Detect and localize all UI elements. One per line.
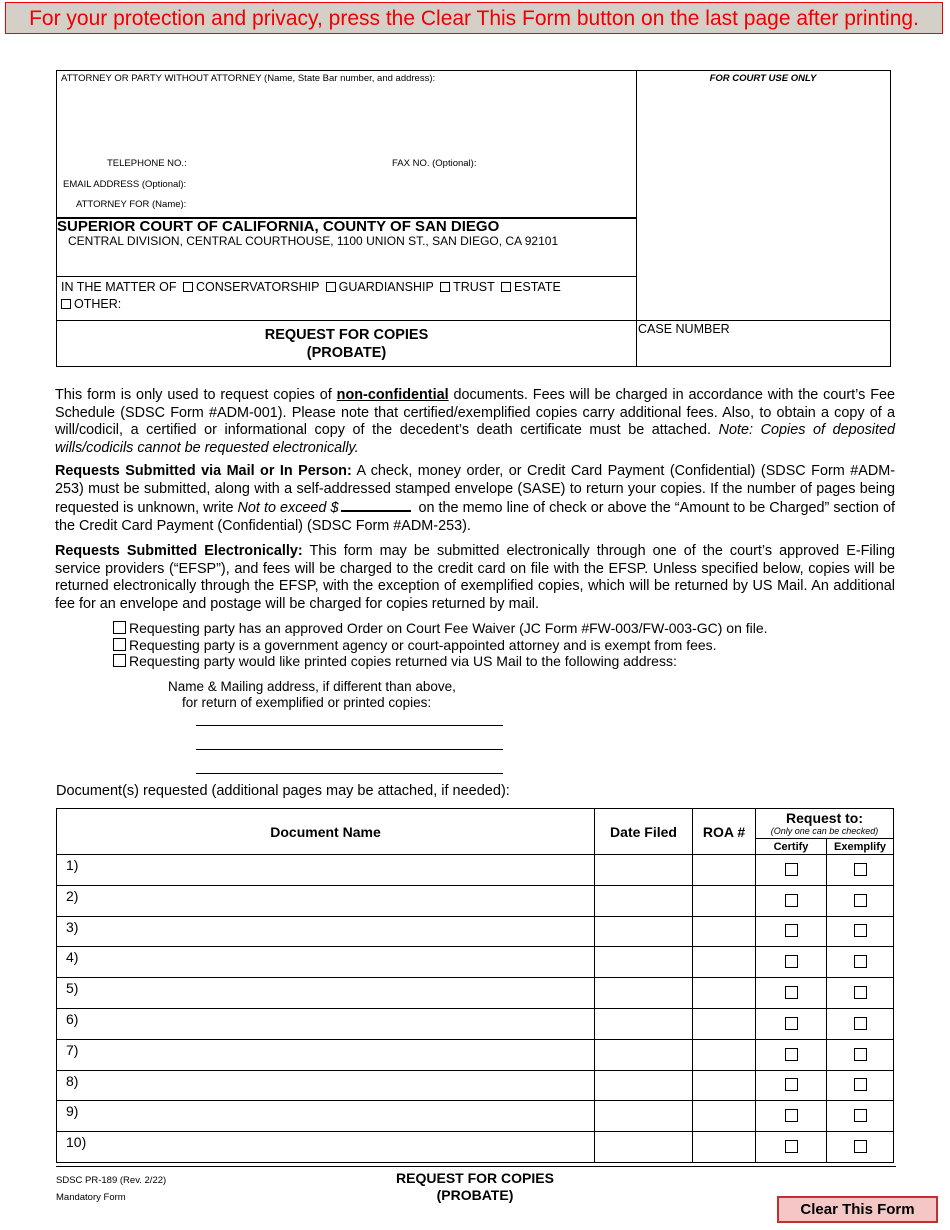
mail-return-option (113, 653, 768, 670)
not-to-exceed-field[interactable] (341, 498, 411, 512)
document-name-field[interactable] (57, 947, 595, 978)
roa-field[interactable] (693, 947, 756, 978)
footer-title-line-1: REQUEST FOR COPIES (396, 1170, 554, 1186)
mailing-address-line-2[interactable] (196, 730, 503, 750)
fee-waiver-checkbox[interactable] (113, 621, 126, 634)
document-name-field[interactable] (57, 885, 595, 916)
fee-waiver-option (113, 620, 768, 637)
mandatory-form: Mandatory Form (56, 1192, 126, 1203)
fee-waiver-label: Requesting party has an approved Order on Court Fee Waiver (JC Form #FW-003/FW-003-GC) on file. (129, 620, 768, 636)
document-name-field[interactable] (57, 1101, 595, 1132)
attorney-name-field[interactable] (61, 86, 631, 158)
mailing-address-line-3[interactable] (196, 754, 503, 774)
date-filed-field[interactable] (595, 855, 693, 886)
estate-label: ESTATE (514, 280, 561, 294)
government-option (113, 637, 768, 654)
attorney-for-field[interactable] (190, 196, 630, 210)
exemplify-checkbox[interactable] (854, 863, 867, 876)
government-checkbox[interactable] (113, 638, 126, 651)
privacy-banner: For your protection and privacy, press the Clear This Form button on the last page after printing. (5, 2, 943, 34)
court-use-label: FOR COURT USE ONLY (709, 73, 817, 84)
date-filed-field[interactable] (595, 1008, 693, 1039)
form-title (56, 326, 637, 362)
date-filed-field[interactable] (595, 916, 693, 947)
intro-text-a: This form is only used to request copies of (55, 387, 337, 403)
document-name-field[interactable] (57, 916, 595, 947)
document-name-field[interactable] (57, 1039, 595, 1070)
row-number: 8) (66, 1072, 79, 1089)
document-name-field[interactable] (57, 1008, 595, 1039)
table-row (57, 947, 894, 978)
court-name: SUPERIOR COURT OF CALIFORNIA, COUNTY OF SAN DIEGO (57, 218, 500, 235)
mail-paragraph (55, 463, 895, 535)
non-confidential-emphasis: non-confidential (336, 387, 449, 403)
guardianship-checkbox[interactable] (326, 282, 336, 292)
row-number: 4) (66, 949, 79, 966)
fax-field[interactable] (482, 155, 632, 169)
table-row (57, 1132, 894, 1163)
mail-return-label: Requesting party would like printed copies returned via US Mail to the following address: (129, 653, 677, 669)
fax-label: FAX NO. (Optional): (392, 158, 477, 169)
table-row (57, 1070, 894, 1101)
exemplify-checkbox[interactable] (854, 924, 867, 937)
document-name-field[interactable] (57, 1070, 595, 1101)
exemplify-checkbox[interactable] (854, 1140, 867, 1153)
other-label: OTHER: (74, 297, 122, 311)
other-field[interactable] (128, 295, 628, 311)
mailing-address-line-1[interactable] (196, 706, 503, 726)
row-number: 3) (66, 918, 79, 935)
exemplify-checkbox[interactable] (854, 1048, 867, 1061)
form-title-line-1: REQUEST FOR COPIES (264, 327, 429, 343)
government-label: Requesting party is a government agency or court-appointed attorney and is exempt from fees. (129, 636, 717, 653)
table-row (57, 1008, 894, 1039)
row-number: 7) (66, 1041, 79, 1058)
table-row (57, 855, 894, 886)
estate-checkbox[interactable] (501, 282, 511, 292)
row-number: 10) (66, 1134, 87, 1151)
roa-field[interactable] (693, 1132, 756, 1163)
date-filed-field[interactable] (595, 1039, 693, 1070)
electronic-paragraph (55, 543, 895, 613)
exemplify-checkbox[interactable] (854, 1017, 867, 1030)
row-number: 1) (66, 857, 79, 873)
document-name-field[interactable] (57, 855, 595, 886)
roa-field[interactable] (693, 1101, 756, 1132)
roa-field[interactable] (693, 885, 756, 916)
roa-field[interactable] (693, 855, 756, 886)
exemplify-checkbox[interactable] (854, 955, 867, 968)
intro-paragraph (55, 387, 895, 457)
certify-checkbox[interactable] (785, 1109, 798, 1122)
table-row (57, 916, 894, 947)
col-certify: Certify (756, 839, 827, 855)
date-filed-field[interactable] (595, 978, 693, 1009)
certify-checkbox[interactable] (785, 1048, 798, 1061)
intro-note: Note: Copies of deposited wills/codicils cannot be requested electronically. (55, 422, 895, 456)
form-id: SDSC PR-189 (Rev. 2/22) (56, 1175, 167, 1186)
telephone-label: TELEPHONE NO.: (107, 158, 187, 169)
intro-text-b: documents. Fees will be charged in accordance with the court’s Fee Schedule (SDSC Form #ADM-001). Please note that certified/exemplified copies carry additional fees. Also, to obtain a copy of a will/codicil, a certified or informational copy of the decedent’s death certificate must be attached. (55, 387, 895, 439)
request-options (113, 620, 768, 670)
date-filed-field[interactable] (595, 1132, 693, 1163)
mail-return-checkbox[interactable] (113, 654, 126, 667)
matter-row (61, 280, 561, 294)
row-number: 9) (66, 1103, 79, 1120)
certify-checkbox[interactable] (785, 986, 798, 999)
document-name-field[interactable] (57, 978, 595, 1009)
attorney-label: ATTORNEY OR PARTY WITHOUT ATTORNEY (Name, State Bar number, and address): (61, 73, 436, 84)
exemplify-checkbox[interactable] (854, 1078, 867, 1091)
date-filed-field[interactable] (595, 1070, 693, 1101)
trust-checkbox[interactable] (440, 282, 450, 292)
table-row (57, 1039, 894, 1070)
mail-text-b: on the memo line of check or above the “Amount to be Charged” section of the Credit Card Payment (Confidential) (SDSC Form #ADM-253). (55, 500, 895, 534)
col-date-filed: Date Filed (595, 809, 693, 855)
exemplify-checkbox[interactable] (854, 894, 867, 907)
mail-heading: Requests Submitted via Mail or In Person: (55, 463, 352, 479)
certify-checkbox[interactable] (785, 863, 798, 876)
roa-field[interactable] (693, 978, 756, 1009)
request-to-label: Request to: (786, 809, 863, 826)
documents-table (56, 808, 894, 1163)
footer-rule (56, 1166, 896, 1167)
conservatorship-checkbox[interactable] (183, 282, 193, 292)
conservatorship-label: CONSERVATORSHIP (196, 280, 320, 294)
request-to-note: (Only one can be checked) (770, 825, 879, 836)
col-document-name: Document Name (57, 809, 595, 855)
footer-title-line-2: (PROBATE) (436, 1187, 514, 1203)
row-number: 2) (66, 887, 79, 904)
date-filed-field[interactable] (595, 1101, 693, 1132)
col-exemplify: Exemplify (827, 839, 894, 855)
telephone-field[interactable] (190, 155, 385, 169)
row-number: 6) (66, 1010, 79, 1027)
col-roa: ROA # (693, 809, 756, 855)
email-field[interactable] (190, 176, 630, 190)
certify-checkbox[interactable] (785, 1140, 798, 1153)
mailing-label-1: Name & Mailing address, if different than above, (168, 679, 456, 694)
electronic-text: This form may be submitted electronically through one of the court’s approved E-Filing service providers (“EFSP”), and fees will be charged to the credit card on file with the EFSP. Unless specified below, copies will be returned electronically through the EFSP, with the exception of exemplified copies, which will be returned by US Mail. An additional fee for an envelope and postage will be charged for copies returned by mail. (55, 543, 896, 612)
document-name-field[interactable] (57, 1132, 595, 1163)
certify-checkbox[interactable] (785, 1078, 798, 1091)
col-request-to (756, 809, 894, 839)
date-filed-field[interactable] (595, 947, 693, 978)
roa-field[interactable] (693, 1008, 756, 1039)
certify-checkbox[interactable] (785, 924, 798, 937)
other-checkbox[interactable] (61, 299, 71, 309)
case-number-field[interactable] (640, 340, 886, 362)
case-number-label: CASE NUMBER (638, 322, 730, 336)
trust-label: TRUST (453, 280, 495, 294)
electronic-heading: Requests Submitted Electronically: (55, 543, 303, 559)
court-address: CENTRAL DIVISION, CENTRAL COURTHOUSE, 1100 UNION ST., SAN DIEGO, CA 92101 (68, 234, 559, 248)
roa-field[interactable] (693, 1039, 756, 1070)
certify-checkbox[interactable] (785, 1017, 798, 1030)
matter-label: IN THE MATTER OF (61, 280, 177, 294)
email-label: EMAIL ADDRESS (Optional): (63, 179, 187, 190)
mailing-label-2: for return of exemplified or printed copies: (182, 695, 432, 710)
documents-intro: Document(s) requested (additional pages may be attached, if needed): (56, 783, 510, 799)
certify-checkbox[interactable] (785, 955, 798, 968)
clear-form-button[interactable]: Clear This Form (777, 1196, 938, 1223)
other-row (61, 297, 121, 311)
not-to-exceed: Not to exceed $ (237, 500, 339, 517)
table-row (57, 978, 894, 1009)
footer-title (330, 1170, 620, 1204)
roa-field[interactable] (693, 1070, 756, 1101)
roa-field[interactable] (693, 916, 756, 947)
exemplify-checkbox[interactable] (854, 1109, 867, 1122)
table-row (57, 1101, 894, 1132)
form-title-line-2: (PROBATE) (306, 345, 387, 361)
mail-text-a: A check, money order, or Credit Card Payment (Confidential) (SDSC Form #ADM-253) must be submitted, along with a self-addressed stamped envelope (SASE) to return your copies. If the number of pages being requested is unknown, write (55, 463, 895, 517)
date-filed-field[interactable] (595, 885, 693, 916)
table-row (57, 885, 894, 916)
attorney-for-label: ATTORNEY FOR (Name): (76, 199, 187, 210)
row-number: 5) (66, 980, 79, 997)
exemplify-checkbox[interactable] (854, 986, 867, 999)
guardianship-label: GUARDIANSHIP (338, 280, 434, 294)
certify-checkbox[interactable] (785, 894, 798, 907)
